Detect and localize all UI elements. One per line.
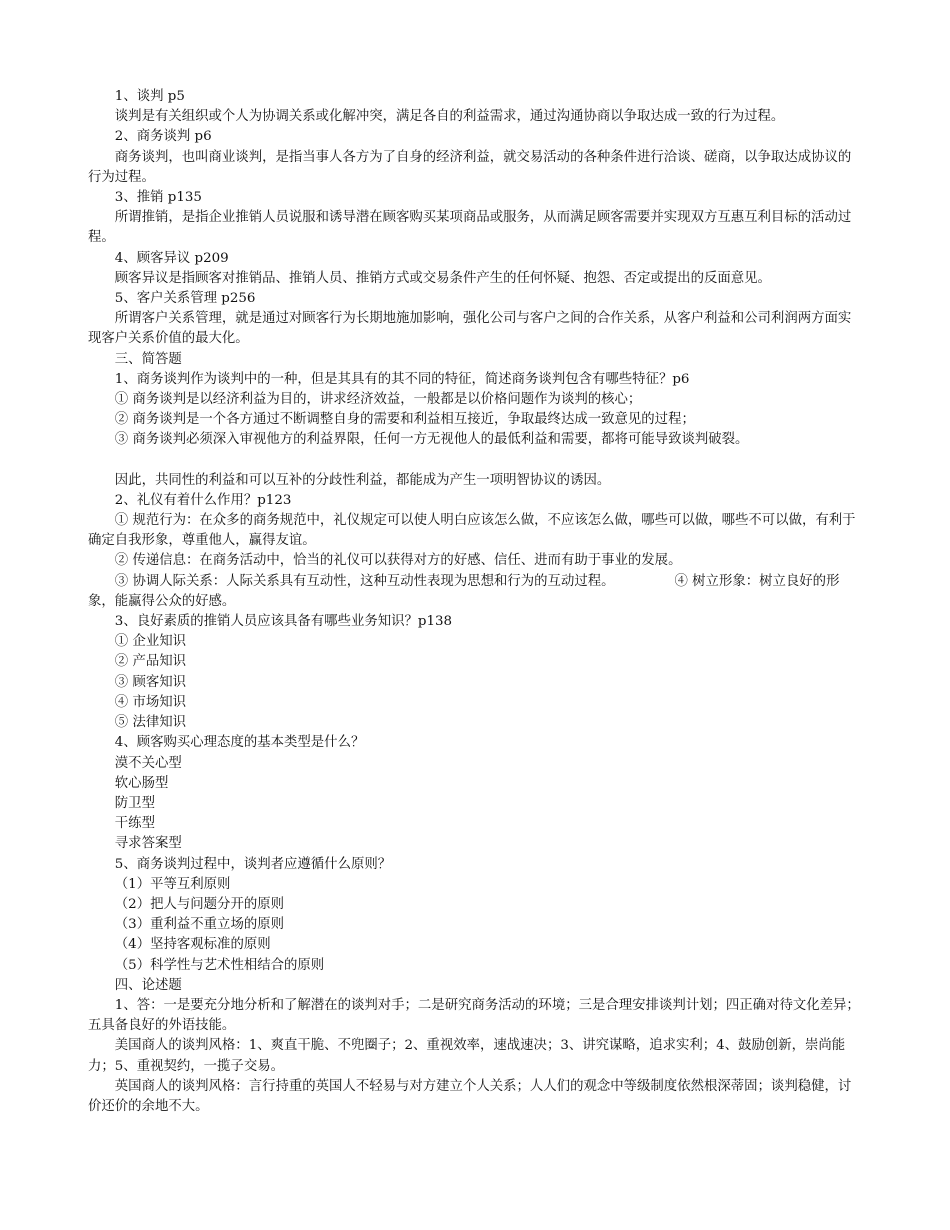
text-line-content: 4、顾客购买心理态度的基本类型是什么？ — [114, 735, 365, 751]
text-line — [88, 875, 862, 895]
text-line-content: （5）科学性与艺术性相结合的原则 — [114, 957, 325, 973]
text-line — [88, 471, 862, 491]
text-line-content: 所谓客户关系管理，就是通过对顾客行为长期地施加影响，强化公司与客户之间的合作关系，从客户利益和公司利润两方面实现客户关系价值的最大化。 — [88, 311, 852, 347]
text-line — [88, 188, 862, 208]
text-line-content: 1、商务谈判作为谈判中的一种，但是其具有的其不同的特征，简述商务谈判包含有哪些特征？p6 — [114, 371, 690, 387]
text-line — [88, 390, 862, 410]
text-line-content: ② 商务谈判是一个各方通过不断调整自身的需要和利益相互接近，争取最终达成一致意见的过程； — [114, 412, 695, 428]
text-line — [88, 976, 862, 996]
text-line — [88, 935, 862, 955]
text-line-content: ③ 协调人际关系：人际关系具有互动性，这种互动性表现为思想和行为的互动过程。 — [114, 573, 615, 589]
text-line-content: 所谓推销，是指企业推销人员说服和诱导潜在顾客购买某项商品或服务，从而满足顾客需要并实现双方互惠互利目标的活动过程。 — [88, 210, 852, 246]
text-line — [88, 249, 862, 269]
text-line — [88, 269, 862, 289]
text-line-content: （2）把人与问题分开的原则 — [114, 896, 285, 912]
text-line-content: 5、商务谈判过程中，谈判者应遵循什么原则？ — [114, 856, 392, 872]
blank-line — [88, 451, 862, 471]
text-line-content: （4）坚持客观标准的原则 — [114, 937, 271, 953]
text-line — [88, 834, 862, 854]
text-line — [88, 632, 862, 652]
text-line — [88, 1036, 862, 1076]
text-line-content: 谈判是有关组织或个人为协调关系或化解冲突，满足各自的利益需求，通过沟通协商以争取达成一致的行为过程。 — [114, 109, 785, 125]
text-line — [88, 855, 862, 875]
text-line-content: 2、礼仪有着什么作用？p123 — [114, 492, 292, 508]
text-line-content: （3）重利益不重立场的原则 — [114, 917, 285, 933]
text-line — [88, 572, 862, 612]
text-line-content: 漠不关心型 — [114, 755, 182, 771]
text-line-content: 3、良好素质的推销人员应该具备有哪些业务知识？p138 — [114, 614, 453, 630]
text-line-content: 四、论述题 — [114, 977, 182, 993]
text-line-content: 软心肠型 — [114, 775, 169, 791]
text-line — [88, 289, 862, 309]
text-line-content: 寻求答案型 — [114, 836, 182, 852]
text-line-content: ① 商务谈判是以经济利益为目的，讲求经济效益，一般都是以价格问题作为谈判的核心； — [114, 392, 642, 408]
text-line — [88, 895, 862, 915]
text-line — [88, 754, 862, 774]
text-line-content: ① 规范行为：在众多的商务规范中，礼仪规定可以使人明白应该怎么做，不应该怎么做，哪些可以做，哪些不可以做，有利于确定自我形象，尊重他人，赢得友谊。 — [88, 513, 856, 549]
text-line-content: ⑤ 法律知识 — [114, 715, 187, 731]
text-line-content: 5、客户关系管理 p256 — [114, 291, 256, 307]
text-line-content: 因此，共同性的利益和可以互补的分歧性利益，都能成为产生一项明智协议的诱因。 — [114, 472, 611, 488]
text-line-content: 3、推销 p135 — [114, 190, 202, 206]
text-line — [88, 693, 862, 713]
text-line — [88, 713, 862, 733]
text-line-tail: ④ 树立形象：树立良好的形象，能赢得公众的好感。 — [88, 573, 840, 609]
text-line-content: 顾客异议是指顾客对推销品、推销人员、推销方式或交易条件产生的任何怀疑、抱怨、否定或提出的反面意见。 — [114, 270, 771, 286]
text-line-content: ① 企业知识 — [114, 634, 187, 650]
text-line — [88, 430, 862, 450]
text-line — [88, 915, 862, 935]
document-body — [88, 87, 862, 1117]
text-line — [88, 350, 862, 370]
text-line — [88, 794, 862, 814]
text-line — [88, 814, 862, 834]
text-line — [88, 491, 862, 511]
text-line — [88, 148, 862, 188]
text-line — [88, 309, 862, 349]
text-line — [88, 511, 862, 551]
text-line — [88, 127, 862, 147]
text-line — [88, 410, 862, 430]
text-line-content: 英国商人的谈判风格：言行持重的英国人不轻易与对方建立个人关系；人人们的观念中等级制度依然根深蒂固；谈判稳健，讨价还价的余地不大。 — [88, 1078, 852, 1114]
text-line — [88, 956, 862, 976]
text-line-content: 4、顾客异议 p209 — [114, 250, 229, 266]
text-line-content: （1）平等互利原则 — [114, 876, 231, 892]
text-line-content: 干练型 — [114, 816, 155, 832]
text-line — [88, 87, 862, 107]
text-line — [88, 996, 862, 1036]
text-line — [88, 208, 862, 248]
text-line-content: 2、商务谈判 p6 — [114, 129, 212, 145]
text-line-content: ② 产品知识 — [114, 654, 187, 670]
text-line — [88, 1077, 862, 1117]
text-line-content: ② 传递信息：在商务活动中，恰当的礼仪可以获得对方的好感、信任、进而有助于事业的发展。 — [114, 553, 682, 569]
text-line — [88, 652, 862, 672]
text-line — [88, 551, 862, 571]
text-line-content: 1、答：一是要充分地分析和了解潜在的谈判对手；二是研究商务活动的环境；三是合理安排谈判计划；四正确对待文化差异；五具备良好的外语技能。 — [88, 997, 860, 1034]
text-line-content: 1、谈判 p5 — [114, 89, 185, 104]
text-line — [88, 370, 862, 390]
text-line — [88, 612, 862, 632]
text-line — [88, 673, 862, 693]
text-line-content: ③ 商务谈判必须深入审视他方的利益界限，任何一方无视他人的最低利益和需要，都将可能导致谈判破裂。 — [114, 432, 749, 448]
text-line — [88, 733, 862, 753]
text-line-content: 美国商人的谈判风格：1、爽直干脆、不兜圈子；2、重视效率，速战速决；3、讲究谋略，追求实利；4、鼓励创新，崇尚能力；5、重视契约，一揽子交易。 — [88, 1038, 846, 1074]
text-line — [88, 774, 862, 794]
text-line-content: 三、简答题 — [114, 351, 182, 367]
text-line-content: 防卫型 — [114, 795, 155, 811]
text-line-content: ④ 市场知识 — [114, 694, 187, 710]
text-line — [88, 107, 862, 127]
text-line-content: ③ 顾客知识 — [114, 674, 187, 690]
text-line-content: 商务谈判，也叫商业谈判，是指当事人各方为了自身的经济利益，就交易活动的各种条件进行洽谈、磋商，以争取达成协议的行为过程。 — [88, 149, 852, 185]
